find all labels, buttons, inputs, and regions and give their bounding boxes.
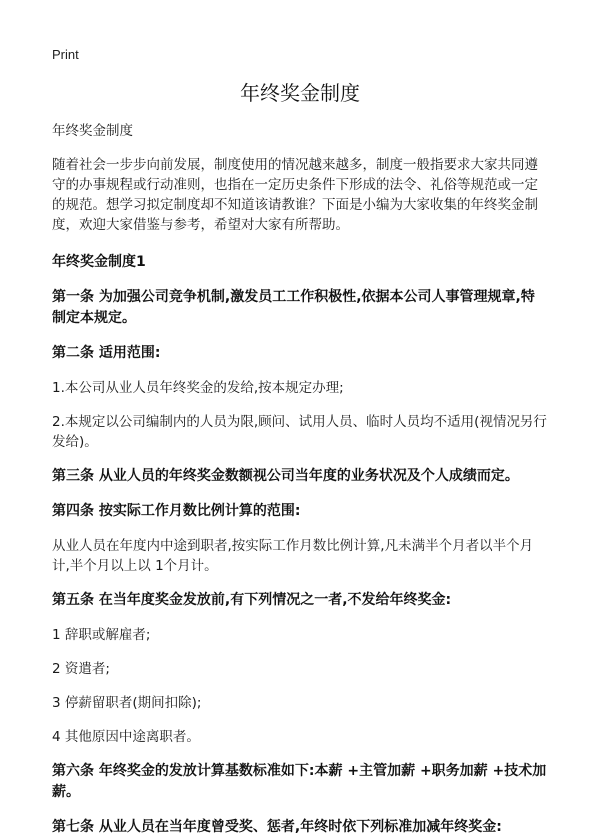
page-title: 年终奖金制度 — [240, 81, 360, 105]
article-5-item-4: 4 其他原因中途离职者。 — [52, 729, 200, 745]
article-3: 第三条 从业人员的年终奖金数额视公司当年度的业务状况及个人成绩而定。 — [52, 468, 519, 484]
intro-paragraph: 随着社会一步步向前发展，制度使用的情况越来越多，制度一般指要求大家共同遵守的办事规程或行动准则，也指在一定历史条件下形成的法令、礼俗等规范或一定的规范。想学习拟定制度却不知道该请教谁？下面是小编为大家收集的年终奖金制度，欢迎大家借鉴与参考，希望对大家有所帮助。 — [52, 157, 538, 233]
article-5-item-2: 2 资遣者; — [52, 661, 110, 677]
article-2-item-1: 1.本公司从业人员年终奖金的发给,按本规定办理; — [52, 380, 344, 396]
article-4: 第四条 按实际工作月数比例计算的范围: — [52, 503, 301, 519]
document-body — [52, 121, 548, 838]
article-6: 第六条 年终奖金的发放计算基数标准如下:本薪 +主管加薪 +职务加薪 +技术加薪。 — [52, 763, 547, 800]
article-5-item-1: 1 辞职或解雇者; — [52, 627, 151, 643]
article-1: 第一条 为加强公司竞争机制,激发员工工作积极性,依据本公司人事管理规章,特制定本规定。 — [52, 289, 535, 326]
article-5: 第五条 在当年度奖金发放前,有下列情况之一者,不发给年终奖金: — [52, 592, 452, 608]
section-heading: 年终奖金制度1 — [52, 254, 146, 270]
article-2-item-2: 2.本规定以公司编制内的人员为限,顾问、试用人员、临时人员均不适用(视情况另行发给)。 — [52, 414, 547, 450]
article-4-text: 从业人员在年度内中途到职者,按实际工作月数比例计算,凡未满半个月者以半个月计,半个月以上以 1个月计。 — [52, 538, 534, 574]
print-link[interactable]: Print — [52, 47, 79, 62]
article-5-item-3: 3 停薪留职者(期间扣除); — [52, 695, 202, 711]
article-7: 第七条 从业人员在当年度曾受奖、惩者,年终时依下列标准加减年终奖金: — [52, 819, 502, 835]
article-2: 第二条 适用范围: — [52, 345, 161, 361]
document-subtitle: 年终奖金制度 — [52, 123, 133, 139]
